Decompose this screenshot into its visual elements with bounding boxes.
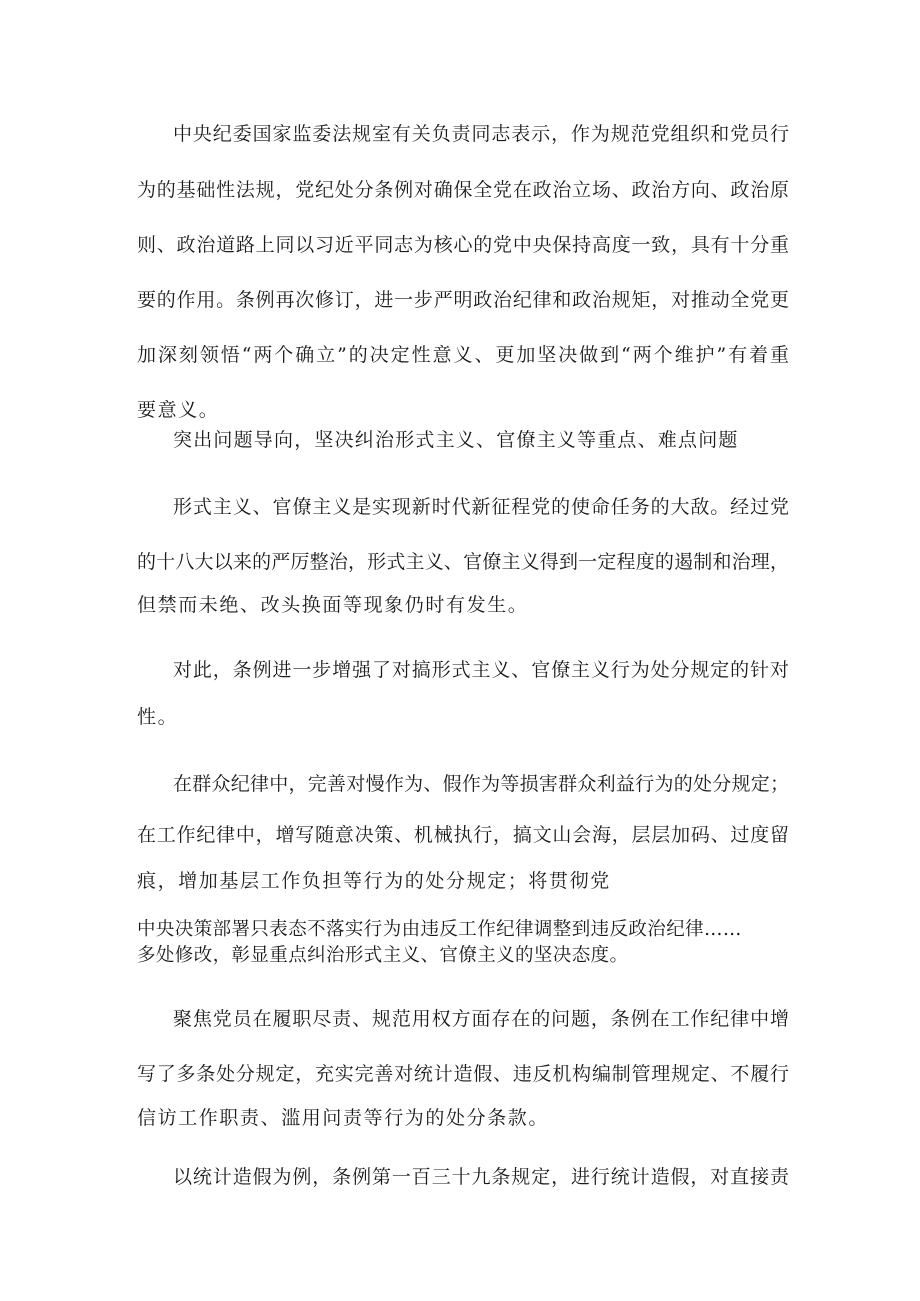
text-line: 要意义。: [137, 399, 220, 421]
text-line: 的十八大以来的严厉整治，形式主义、官僚主义得到一定程度的遏制和治理，: [137, 551, 789, 573]
text-line: 中央决策部署只表态不落实行为由违反工作纪律调整到违反政治纪律……: [137, 919, 742, 940]
text-line: 以统计造假为例，条例第一百三十九条规定，进行统计造假，对直接责: [173, 1166, 789, 1188]
text-line: 要的作用。条例再次修订，进一步严明政治纪律和政治规矩，对推动全党更: [137, 289, 789, 311]
text-line: 写了多条处分规定，充实完善对统计造假、违反机构编制管理规定、不履行: [137, 1063, 789, 1085]
text-line: 突出问题导向，坚决纠治形式主义、官僚主义等重点、难点问题: [173, 429, 739, 451]
text-line: 在工作纪律中，增写随意决策、机械执行，搞文山会海，层层加码、过度留: [137, 824, 789, 846]
text-line: 中央纪委国家监委法规室有关负责同志表示，作为规范党组织和党员行: [173, 123, 789, 145]
text-line: 为的基础性法规，党纪处分条例对确保全党在政治立场、政治方向、政治原: [137, 179, 789, 201]
text-line: 信访工作职责、滥用问责等行为的处分条款。: [137, 1107, 550, 1129]
text-line: 形式主义、官僚主义是实现新时代新征程党的使命任务的大敌。经过党: [173, 496, 789, 518]
text-line: 则、政治道路上同以习近平同志为核心的党中央保持高度一致，具有十分重: [137, 234, 789, 256]
text-line: 对此，条例进一步增强了对搞形式主义、官僚主义行为处分规定的针对: [173, 659, 789, 681]
text-line: 痕，增加基层工作负担等行为的处分规定；将贯彻党: [137, 870, 611, 892]
text-line: 多处修改，彰显重点纠治形式主义、官僚主义的坚决态度。: [137, 945, 629, 966]
text-line: 在群众纪律中，完善对慢作为、假作为等损害群众利益行为的处分规定；: [173, 773, 789, 795]
text-line: 加深刻领悟“两个确立”的决定性意义、更加坚决做到“两个维护”有着重: [137, 344, 789, 366]
text-line: 但禁而未绝、改头换面等现象仍时有发生。: [137, 594, 529, 616]
text-line: 聚焦党员在履职尽责、规范用权方面存在的问题，条例在工作纪律中增: [173, 1008, 789, 1030]
text-line: 性。: [137, 706, 179, 728]
